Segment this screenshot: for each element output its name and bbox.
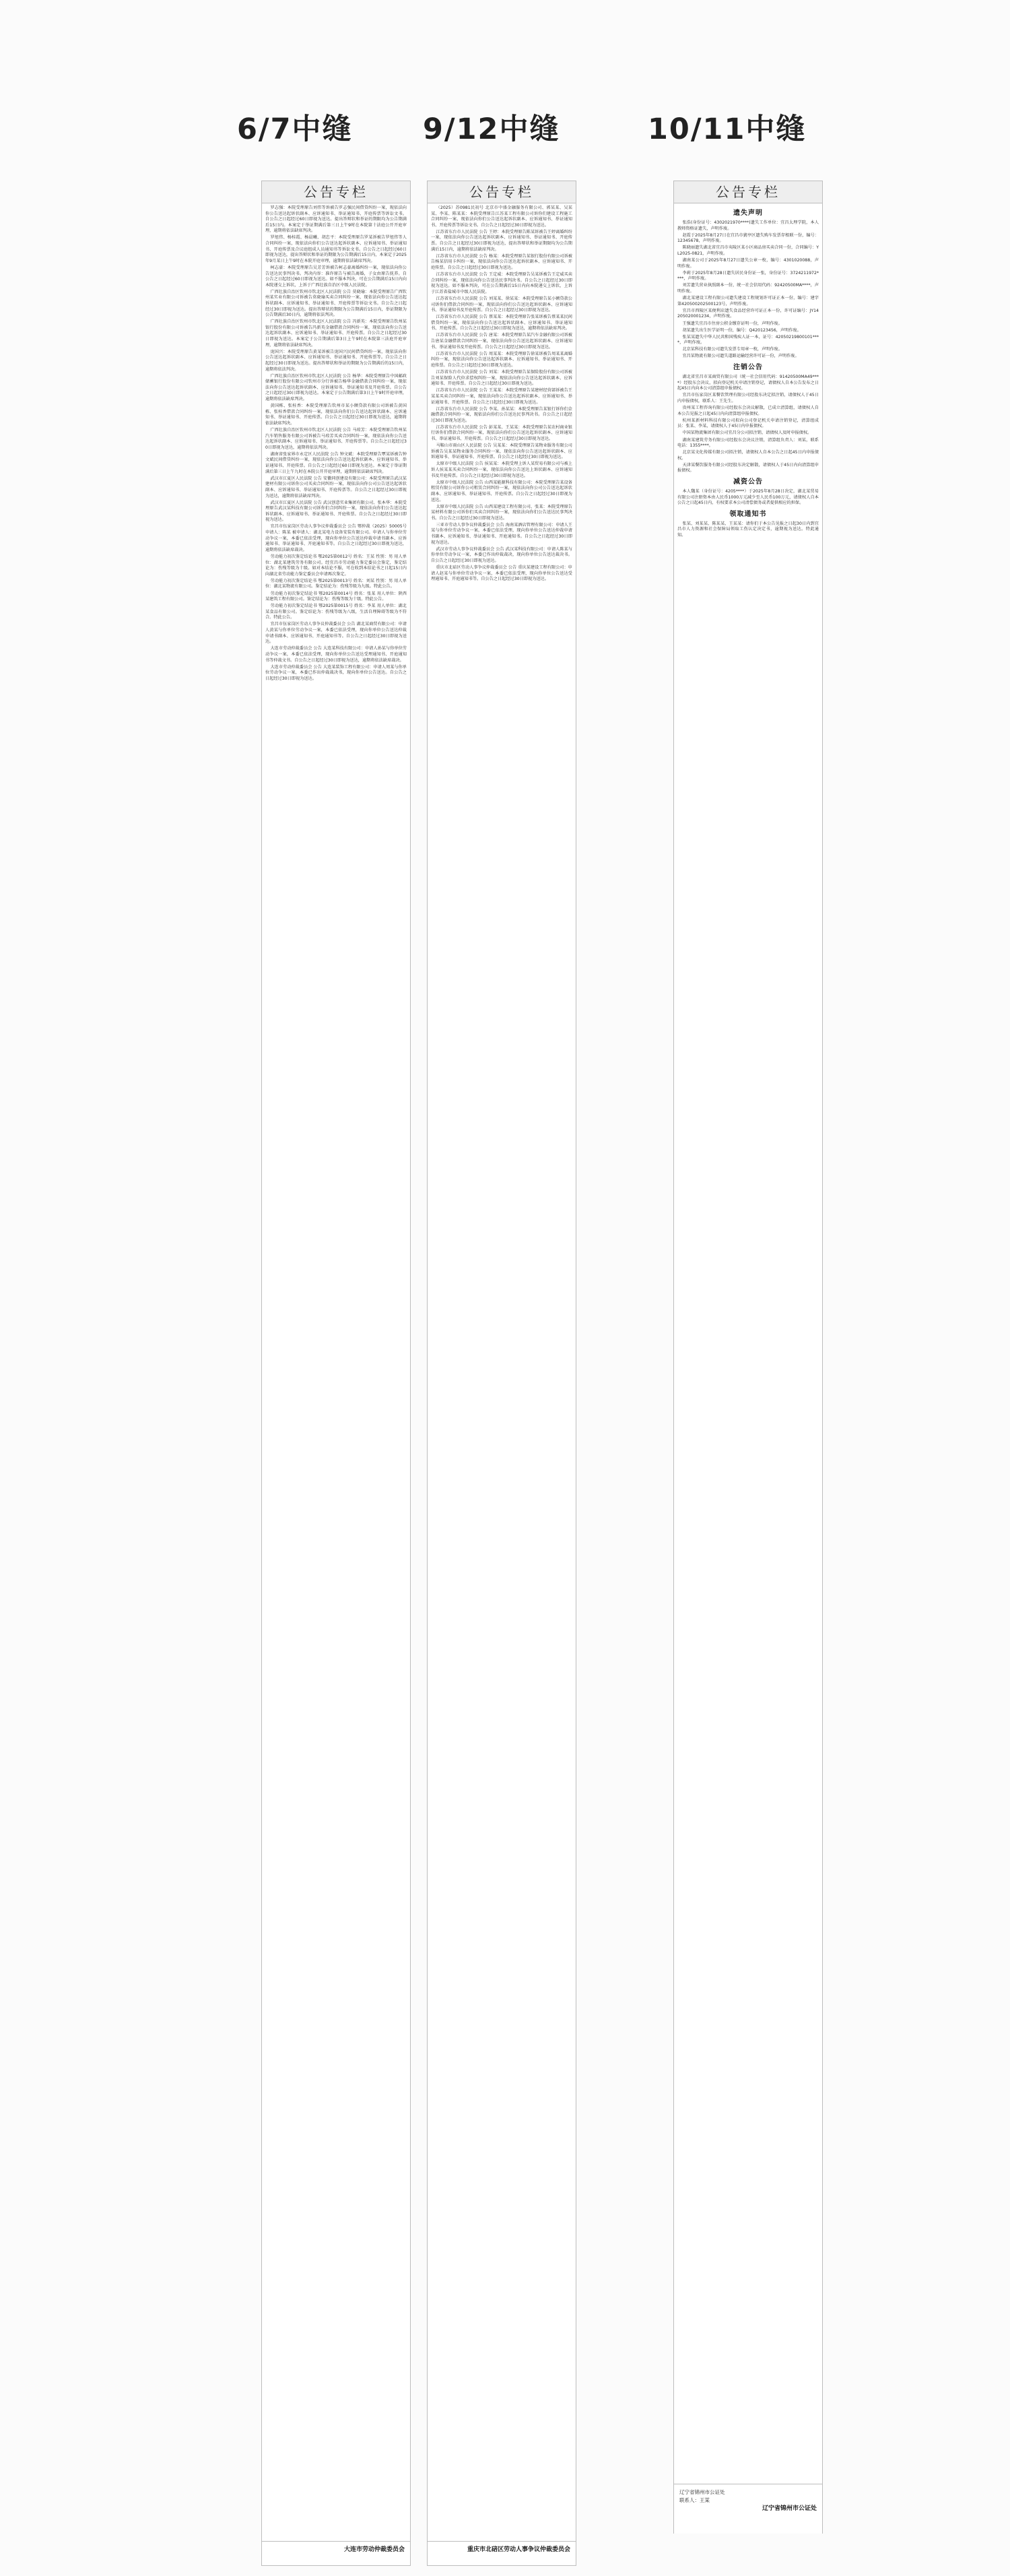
notice-paragraph: 江苏省东台市人民法院 公告 王婷：本院受理原告陈某诉被告王婷离婚纠纷一案，现依法向你公告送达起诉状副本、应诉通知书、举证通知书、开庭传票。自公告之日起经过30日即视为送达，提出答辩状和举证期限均为公告期满后15日内，逾期将依法缺席判决。 xyxy=(431,229,572,252)
column-body xyxy=(428,203,576,2541)
notice-paragraph: 太原市中级人民法院 公告 山西某能源科技有限公司：本院受理原告某设备租赁有限公司诉你公司租赁合同纠纷一案，现依法向你公司公告送达起诉状副本、应诉通知书、举证通知书、开庭传票。自公告之日起经过30日即视为送达。 xyxy=(431,480,572,503)
notice-paragraph: 江苏省东台市人民法院 公告 刘某某、徐某某：本院受理原告某小额贷款公司诉你们借款合同纠纷一案，现依法向你们公告送达起诉状副本、应诉通知书、举证通知书及开庭传票。自公告之日起经过30日即视为送达。 xyxy=(431,296,572,313)
notice-paragraph: 大连市劳动仲裁委员会 公告 大连某科技有限公司：申请人孙某与你单位劳动争议一案，本委已依法受理，现向你单位公告送达受理通知书、开庭通知书等仲裁文书。自公告之日起经过30日即视为送达，逾期将依法缺席裁决。 xyxy=(265,646,407,663)
notice-paragraph: 广西壮族自治区钦州市钦北区人民法院 公告 冯新英：本院受理原告钦州某银行股份有限公司诉被告冯新英金融借款合同纠纷一案，现依法向你公告送达起诉状副本、应诉通知书、举证通知书、开庭传票。自公告之日起经过30日即视为送达。本案定于公告期满后第3日上午9时在本院第三法庭开庭审理，逾期将依法缺席判决。 xyxy=(265,319,407,348)
notice-paragraph: 北京某科技有限公司遗失发票专用章一枚，声明作废。 xyxy=(682,347,782,352)
notice-paragraph: 杭州某新材料科技有限公司拟向公司登记机关申请注销登记，清算组成员：张某、李某，请债权人于45日内申报债权。 xyxy=(677,418,819,429)
notice-paragraph: 江苏省东台市人民法院 公告 杨某：本院受理原告某银行股份有限公司诉被告杨某信用卡纠纷一案，现依法向你公告送达起诉状副本、应诉通知书、开庭传票。自公告之日起经过30日即视为送达。 xyxy=(431,253,572,270)
notice-paragraph: 李莉于2025年8月28日遗失居民身份证一张，身份证号：3724211972****，声明作废。 xyxy=(677,270,819,282)
notice-paragraph: 江苏省东台市人民法院 公告 王定威：本院受理原告吴某诉被告王定威买卖合同纠纷一案，现依法向你公告送达民事判决书。自公告之日起经过30日即视为送达。如不服本判决，可在公告期满后15日内向本院递交上诉状，上诉于江苏省盐城市中级人民法院。 xyxy=(431,272,572,294)
notice-paragraph: 宜昌市伍家岗区某餐饮管理有限公司经股东决定拟注销，请债权人于45日内申报债权，联系人：王先生。 xyxy=(677,393,819,404)
notice-paragraph: 湖南某公司于2025年8月27日遗失公章一枚，编号：4301020088，声明作废。 xyxy=(677,258,819,269)
section-heading: 减资公告 xyxy=(733,478,763,486)
notice-paragraph: 武汉市江夏区人民法院 公告 武汉创意实业集团有限公司、张本华：本院受理原告武汉某科技有限公司诉你们合同纠纷一案，现依法向你们公告送达起诉状副本、应诉通知书、举证通知书、开庭传票。自公告之日起经过30日即视为送达。 xyxy=(265,500,407,523)
notice-paragraph: 武汉市劳动人事争议仲裁委员会 公告 武汉某科技有限公司：申请人陈某与你单位劳动争议一案，本委已作出仲裁裁决，现向你单位公告送达裁决书。自公告之日起经过30日即视为送达。 xyxy=(431,546,572,563)
notice-paragraph: 王强遗失宜昌市住房公积金缴存证明一份，声明作废。 xyxy=(682,321,782,326)
notice-paragraph: 广西壮族自治区钦州市钦北区人民法院 公告 马琼芳：本院受理原告钦州某汽车销售服务有限公司诉被告马琼芳买卖合同纠纷一案，现依法向你公告送达起诉状副本、应诉通知书、举证通知书、开庭传票等。自公告之日起经过30日即视为送达，逾期将依法判决。 xyxy=(265,427,407,450)
section-heading: 注销公告 xyxy=(733,364,763,372)
notice-paragraph: 湖北省宜昌市某商贸有限公司（统一社会信用代码：91420500MA49****）经股东会决议，拟向登记机关申请注销登记，请债权人自本公告发布之日起45日内向本公司清算组申报债权。 xyxy=(677,375,819,391)
column-header: 公告专栏 xyxy=(674,181,822,203)
footer-line: 辽宁省锦州市公证处 xyxy=(679,2489,725,2495)
notice-paragraph: 江苏省东台市人民法院 公告 刘某：本院受理原告某保险股份有限公司诉被告刘某保险人代位求偿权纠纷一案，现依法向你公告送达起诉状副本、应诉通知书、开庭传票。自公告之日起经过30日即视为送达。 xyxy=(431,370,572,387)
notice-paragraph: 三亚市劳动人事争议仲裁委员会 公告 海南某酒店管理有限公司：申请人王某与你单位劳动争议一案，本委已依法受理，现向你单位公告送达仲裁申请书副本、应诉通知书、举证通知书、开庭通知书。自公告之日起经过30日即视为送达。 xyxy=(431,522,572,545)
notice-column-2 xyxy=(427,181,576,2566)
notice-paragraph: 刘芳遗失营业执照副本一份，统一社会信用代码：92420500MA****，声明作废。 xyxy=(677,283,819,294)
footer-org: 辽宁省锦州市公证处 xyxy=(762,2505,817,2512)
notice-paragraph: 江苏省东台市人民法院 公告 彭某某、王某某：本院受理原告某农村商业银行诉你们借款合同纠纷一案，现依法向你们公告送达起诉状副本、应诉通知书、举证通知书、开庭传票。自公告之日起经过30日即视为送达。 xyxy=(431,424,572,442)
notice-paragraph: 湖北某建设工程有限公司遗失建设工程规划许可证正本一份，编号：建字第420500202500123号，声明作废。 xyxy=(677,296,819,307)
notice-paragraph: 罗志强：本院受理原告刘伟等诉被告罗志强民间借贷纠纷一案，现依法向你公告送达起诉状副本、应诉通知书、举证通知书、开庭传票等诉讼文书。自公告之日起经过60日即视为送达。提出答辩状和举证的期限均为公告期满后15日内。本案定于举证期满后第三日上午9时在本院第十法庭公开开庭审理，逾期将依法缺席判决。 xyxy=(265,205,407,234)
notice-paragraph: 湖南省张家界市永定区人民法院 公告 钟文斌：本院受理原告覃某诉被告钟文斌民间借贷纠纷一案，现依法向你公告送达起诉状副本、应诉通知书、举证通知书、开庭传票。自公告之日起经过60日即视为送达。本案定于举证期满后第三日上午九时在本院公开开庭审理，逾期将依法缺席判决。 xyxy=(265,451,407,474)
notice-paragraph: （2025）苏0981民初号 北京市中盛金融服务有限公司、郭某某、吴某某、李某、陈某某：本院受理原告江苏某工程有限公司诉你们建设工程施工合同纠纷一案，现依法向你们公告送达起诉状副本、应诉通知书、举证通知书、开庭传票等诉讼文书。自公告之日起经过30日即视为送达。 xyxy=(431,205,572,228)
column-header: 公告专栏 xyxy=(262,181,410,203)
notice-paragraph: 柯志豪：本院受理原告吴芳芳诉被告柯志豪离婚纠纷一案，现依法向你公告送达民事判决书。判决内容：准许原告与被告离婚，子女由原告抚养。自公告之日起经过60日即视为送达。如不服本判决，可在公告期满后15日内向本院递交上诉状，上诉于广西壮族自治区中级人民法院。 xyxy=(265,265,407,288)
notice-paragraph: 本人魏某（身份证号：4205****）于2025年8月28日决定，湖北某贸易有限公司注册资本由人民币1000万元减少至人民币100万元，请债权人自本公告之日起45日内，有权要求本公司清偿债务或者提供相应的担保。 xyxy=(677,489,819,506)
notice-paragraph: 劳动能力初次鉴定结论书 鄂2025第0015号 姓名：李某 用人单位：湖北某食品有限公司。鉴定结论为：伤残等级为八级，生活自理障碍等级为不符合。特此公告。 xyxy=(265,604,407,620)
notice-paragraph: 天津某餐饮服务有限公司经股东决定解散，请债权人于45日内向清算组申报债权。 xyxy=(677,462,819,474)
notice-paragraph: 陈晓丽遗失湖北省宜昌市夷陵区某小区商品房买卖合同一份，合同编号：YL2025-0821，声明作废。 xyxy=(677,245,819,256)
section-heading: 领取通知书 xyxy=(729,510,767,518)
notice-paragraph: 宜昌市伍家岗区劳动人事争议仲裁委员会 公告 鄂仲裁（2025）50005号 申请人：陈某 被申请人：湖北某电力设备安装有限公司。申请人与你单位劳动争议一案，本委已依法受理，现向你单位公告送达仲裁申请书副本、应诉通知书、举证通知书、开庭通知书等。自公告之日起经过30日即视为送达，逾期将依法缺席裁决。 xyxy=(265,524,407,552)
footer-line: 联系人：王某 xyxy=(679,2497,710,2503)
notice-paragraph: 张某、刘某某、陈某某、王某某：请你们于本公告见报之日起30日内到宜昌市人力资源和社会保障局领取工伤认定决定书，逾期视为送达。特此通知。 xyxy=(677,521,819,538)
notice-paragraph: 胡某遗失出生医学证明一份，编号：Q420123456，声明作废。 xyxy=(682,327,801,333)
footer-org: 大连市劳动仲裁委员会 xyxy=(343,2546,405,2553)
notice-paragraph: 重庆市北碚区劳动人事争议仲裁委员会 公告 重庆某建设工程有限公司：申请人赵某与你单位劳动争议一案，本委已依法受理，现向你单位公告送达受理通知书、开庭通知书等。自公告之日起经过30日即视为送达。 xyxy=(431,565,572,582)
notice-paragraph: 广西壮族自治区钦州市钦北区人民法院 公告 莫晓瑜：本院受理原告广西钦州某实业有限公司诉被告莫晓瑜买卖合同纠纷一案，现依法向你公告送达起诉状副本、应诉通知书、举证通知书、开庭传票等诉讼文书。自公告之日起经过30日即视为送达。提出答辩状的期限为公告期满后15日内，举证期限为公告期满后30日内，逾期将依法判决。 xyxy=(265,289,407,318)
notice-paragraph: 北京某文化传媒有限公司拟注销，请债权人自本公告之日起45日内申报债权。 xyxy=(677,450,819,461)
notice-paragraph: 江苏省东台市人民法院 公告 蔡某某：本院受理原告张某诉被告蔡某某民间借贷纠纷一案，现依法向你公告送达起诉状副本、应诉通知书、举证通知书、开庭传票。自公告之日起经过30日即视为送达，逾期将依法缺席判决。 xyxy=(431,315,572,331)
column-title-2: 9/12中缝 xyxy=(423,112,560,146)
notice-paragraph: 宜昌某物流有限公司遗失道路运输经营许可证一份，声明作废。 xyxy=(682,354,799,359)
column-footer xyxy=(262,2541,410,2558)
column-body xyxy=(262,203,410,2541)
notice-paragraph: 广西壮族自治区钦州市钦北区人民法院 公告 杨华：本院受理原告中国邮政储蓄银行股份有限公司钦州市分行诉被告杨华金融借款合同纠纷一案，现依法向你公告送达起诉状副本、应诉通知书、举证通知书及开庭传票。自公告之日起经过30日即视为送达。本案定于公告期满后第3日上午9时开庭审理，逾期将依法缺席判决。 xyxy=(265,373,407,401)
notice-column-3 xyxy=(673,181,823,2534)
notice-paragraph: 太原市中级人民法院 公告 侯某某：本院受理上诉人某贸易有限公司与被上诉人侯某某买卖合同纠纷一案，现依法向你公告送达上诉状副本、应诉通知书及开庭传票。自公告之日起经过30日即视为送达。 xyxy=(431,461,572,478)
notice-paragraph: 黄国栋、张桂香：本院受理原告钦州市某小额贷款有限公司诉被告黄国栋、张桂香借款合同纠纷一案，现依法向你们公告送达起诉状副本、应诉通知书、举证通知书、开庭传票。自公告之日起经过30日即视为送达，逾期将依法缺席判决。 xyxy=(265,404,407,426)
notice-paragraph: 江苏省东台市人民法院 公告 王某某：本院受理原告某建材经营部诉被告王某某买卖合同纠纷一案，现依法向你公告送达起诉状副本、应诉通知书、举证通知书、开庭传票。自公告之日起经过30日即视为送达。 xyxy=(431,388,572,405)
notice-paragraph: 张某某遗失中华人民共和国残疾人证一本，证号：42050219800101****，声明作废。 xyxy=(677,334,819,346)
notice-paragraph: 湖南某建筑劳务有限公司经股东会决议注销，清算组负责人：刘某，联系电话：1355****。 xyxy=(677,437,819,449)
notice-paragraph: 武汉市江夏区人民法院 公告 安徽同创建设有限公司：本院受理原告武汉某建材有限公司诉你公司买卖合同纠纷一案，现依法向你公司公告送达起诉状副本、应诉通知书、举证通知书、开庭传票等。自公告之日起经过30日即视为送达，逾期将依法缺席判决。 xyxy=(265,476,407,498)
notice-paragraph: 太原市中级人民法院 公告 山西某建设工程有限公司、张某：本院受理原告某材料有限公司诉你们买卖合同纠纷一案，现依法向你们公告送达民事判决书。自公告之日起经过30日即视为送达。 xyxy=(431,504,572,521)
notice-paragraph: 马鞍山市雨山区人民法院 公告 吴某某：本院受理原告某物业服务有限公司诉被告吴某某物业服务合同纠纷一案，现依法向你公告送达起诉状副本、应诉通知书、举证通知书、开庭传票。自公告之日起经过30日即视为送达。 xyxy=(431,443,572,460)
column-body xyxy=(674,203,822,2484)
column-title-3: 10/11中缝 xyxy=(648,112,807,146)
notice-paragraph: 张浩(身份证号：4302021970****)遗失工作单位：宜昌太理学院，本人教师资格证遗失，声明作废。 xyxy=(677,220,819,231)
notice-paragraph: 庞国兴：本院受理原告黄某诉被告庞国兴民间借贷纠纷一案，现依法向你公告送达起诉状副本、应诉通知书、举证通知书、开庭传票等。自公告之日起经过30日即视为送达。提出答辩状和举证的期限为公告期满后的15日内，逾期将依法判决。 xyxy=(265,349,407,372)
notice-paragraph: 赵霞于2025年8月27日在宜昌市猇亭区遗失购车发票存根联一份，编号：12345678，声明作废。 xyxy=(677,232,819,244)
notice-paragraph: 江苏省东台市人民法院 公告 周某某：本院受理原告徐某诉被告周某某离婚纠纷一案，现依法向你公告送达起诉状副本、应诉通知书、举证通知书、开庭传票。自公告之日起经过30日即视为送达。 xyxy=(431,351,572,368)
notice-paragraph: 宜昌市西陵区某便利店遗失食品经营许可证正本一份，许可证编号：JY14205020001234，声明作废。 xyxy=(677,308,819,319)
notice-paragraph: 罗旭伟、杨桂霞、杨晨曦、胡忠平：本院受理原告罗某诉被告罗旭伟等人合同纠纷一案，现依法向你们公告送达起诉状副本、应诉通知书、举证通知书、开庭传票及合议庭组成人员通知书等诉讼文书。自公告之日起经过60日即视为送达，提出答辩状和举证的期限为公告期满后15日内，本案定于2025年9月某日上午9时在本院开庭审理，逾期将依法缺席判决。 xyxy=(265,235,407,263)
column-footer xyxy=(428,2541,576,2558)
notice-paragraph: 贵州某工程咨询有限公司经股东会决议解散，已成立清算组，请债权人自本公告见报之日起45日内向清算组申报债权。 xyxy=(677,406,819,416)
column-header: 公告专栏 xyxy=(428,181,576,203)
footer-org: 重庆市北碚区劳动人事争议仲裁委员会 xyxy=(467,2546,570,2553)
column-title-1: 6/7中缝 xyxy=(237,112,353,146)
notice-paragraph: 宜昌市伍家岗区劳动人事争议仲裁委员会 公告 湖北某商贸有限公司：申请人黄某与你单位劳动争议一案，本委已依法受理，现向你单位公告送达仲裁申请书副本、应诉通知书、开庭通知书等。自公告之日起经过30日即视为送达。 xyxy=(265,622,407,645)
notice-paragraph: 大连市劳动仲裁委员会 公告 大连某装饰工程有限公司：申请人周某与你单位劳动争议一案，本委已作出仲裁裁决书，现向你单位公告送达。自公告之日起经过30日即视为送达。 xyxy=(265,664,407,681)
notice-paragraph: 江苏省东台市人民法院 公告 唐某：本院受理原告某汽车金融有限公司诉被告唐某金融借款合同纠纷一案，现依法向你公告送达起诉状副本、应诉通知书、举证通知书及开庭传票。自公告之日起经过30日即视为送达。 xyxy=(431,333,572,350)
notice-paragraph: 劳动能力初次鉴定结论书 鄂2025第0012号 姓名：王某 性别：男 用人单位：湖北某建筑劳务有限公司。经宜昌市劳动能力鉴定委员会鉴定，鉴定结论为：伤残等级为十级。如对本结论不服，可在收到本结论书之日起15日内向湖北省劳动能力鉴定委员会申请再次鉴定。 xyxy=(265,554,407,577)
column-footer xyxy=(674,2484,822,2534)
section-heading: 遗失声明 xyxy=(733,210,763,217)
notice-paragraph: 劳动能力初次鉴定结论书 鄂2025第0014号 姓名：张某 用人单位：陕西某建筑工程有限公司。鉴定结论为：伤残等级为十级。特此公告。 xyxy=(265,591,407,602)
notice-paragraph: 劳动能力初次鉴定结论书 鄂2025第0013号 姓名：刘某 性别：男 用人单位：湖北某物流有限公司。鉴定结论为：伤残等级为九级。特此公告。 xyxy=(265,578,407,589)
notice-paragraph: 江苏省东台市人民法院 公告 李某、孙某某：本院受理原告某银行诉你们金融借款合同纠纷一案，现依法向你们公告送达民事判决书。自公告之日起经过30日即视为送达。 xyxy=(431,406,572,423)
notice-paragraph: 中国某物流集团有限公司宜昌分公司拟注销，请债权人及时申报债权。 xyxy=(682,430,812,436)
notice-column-1 xyxy=(261,181,411,2566)
